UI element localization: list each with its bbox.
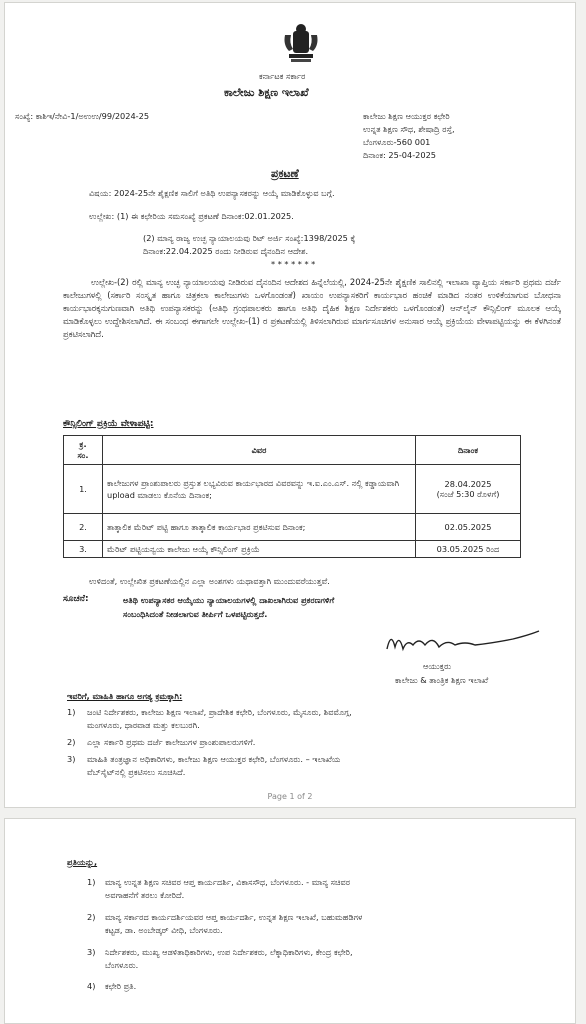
remaining-clause: ಉಳಿದಂತೆ, ಉಲ್ಲೇಖಿತ ಪ್ರಕಟಣೆಯಲ್ಲಿನ ಎಲ್ಲಾ ಅಂಶಗಳು ಯಥಾವತ್ತಾಗಿ ಮುಂದುವರೆಯುತ್ತವೆ.: [89, 576, 330, 586]
notice-title: ಪ್ರಕಟಣೆ: [271, 167, 299, 180]
col-serial-line-1: ಕ್ರ.: [79, 439, 87, 449]
separator-stars: * * * * * * *: [271, 259, 316, 269]
copy-number: 3): [87, 947, 96, 957]
recipient-line: ಮಾಹಿತಿ ತಂತ್ರಜ್ಞಾನ ಅಧಿಕಾರಿಗಳು, ಕಾಲೇಜು ಶಿಕ್ಷಣ ಆಯುಕ್ತರ ಕಛೇರಿ, ಬೆಂಗಳೂರು. – ಇಲಾಖೆಯ: [87, 754, 341, 764]
reference-2-line-1: (2) ಮಾನ್ಯ ರಾಜ್ಯ ಉಚ್ಛ ನ್ಯಾಯಾಲಯವು ರಿಟ್ ಅರ್ಜಿ ಸಂಖ್ಯೆ:1398/2025 ಕ್ಕೆ: [143, 233, 356, 243]
recipient-number: 2): [67, 737, 76, 747]
row-serial: 2.: [64, 514, 103, 541]
copy-line: ಅವಗಾಹನೆಗೆ ತರಲು ಕೋರಿದೆ.: [105, 890, 185, 900]
signature: [383, 627, 543, 655]
reference-1: ಉಲ್ಲೇಖ: (1) ಈ ಕಛೇರಿಯ ಸಮಸಂಖ್ಯೆ ಪ್ರಕಟಣೆ ದಿನಾಂಕ:02.01.2025.: [89, 211, 294, 221]
reference-number: ಸಂಖ್ಯೆ: ಕಾಶಿಇ/ನೇವಿ-1/ಅಉಉ/99/2024-25: [15, 111, 150, 121]
schedule-heading: ಕೌನ್ಸಿಲಿಂಗ್ ಪ್ರಕ್ರಿಯೆ ವೇಳಾಪಟ್ಟಿ:: [63, 419, 154, 429]
table-row: [64, 541, 521, 558]
table-row: [64, 514, 521, 541]
copy-line: ನಿರ್ದೇಶಕರು, ಮುಖ್ಯ ಆಡಳಿತಾಧಿಕಾರಿಗಳು, ಉಪ ನಿರ್ದೇಶಕರು, ಲೆಕ್ಕಾಧಿಕಾರಿಗಳು, ಕೇಂದ್ರ ಕಛೇರಿ,: [105, 947, 353, 957]
row-detail: ಕಾಲೇಜುಗಳ ಪ್ರಾಂಶುಪಾಲರು ಪ್ರಸ್ತುತ ಲಭ್ಯವಿರುವ ಕಾರ್ಯಭಾರದ ವಿವರವನ್ನು ಇ.ಐ.ಎಂ.ಎಸ್. ನಲ್ಲಿ ಕಡ್ಡಾಯವಾಗಿ upload ಮಾಡಲು ಕೊನೆಯ ದಿನಾಂಕ;: [103, 465, 416, 514]
recipient-line: ಮಂಗಳೂರು, ಧಾರವಾಡ ಮತ್ತು ಕಲಬುರಗಿ.: [87, 720, 200, 730]
document-date: ದಿನಾಂಕ: 25-04-2025: [363, 150, 436, 160]
copy-line: ಕಛೇರಿ ಪ್ರತಿ.: [105, 981, 137, 991]
state-emblem-icon: [281, 21, 321, 65]
row-date-note: (ಸಂಜೆ 5:30 ರೊಳಗೆ): [436, 488, 500, 499]
copy-line: ಕಟ್ಟಡ, ಡಾ. ಅಂಬೇಡ್ಕರ್ ವೀಧಿ, ಬೆಂಗಳೂರು.: [105, 925, 223, 935]
row-date: 03.05.2025 ರಿಂದ: [416, 541, 521, 558]
note-label: ಸೂಚನೆ:: [63, 594, 89, 604]
signatory-designation: ಆಯುಕ್ತರು: [423, 661, 452, 671]
document-page-2: [4, 818, 576, 1024]
reference-2-line-2: ದಿನಾಂಕ:22.04.2025 ರಂದು ನೀಡಿರುವ ದೈನಂದಿನ ಆದೇಶ.: [143, 246, 309, 256]
body-paragraph: ಉಲ್ಲೇಖ-(2) ರಲ್ಲಿ ಮಾನ್ಯ ಉಚ್ಛ ನ್ಯಾಯಾಲಯವು ನೀಡಿರುವ ದೈನಂದಿನ ಆದೇಶದ ಹಿನ್ನೆಲೆಯಲ್ಲಿ, 2024-25ನೇ ಶೈಕ್ಷಣಿಕ ಸಾಲಿನಲ್ಲಿ ಇಲಾಖಾ ವ್ಯಾಪ್ತಿಯ ಸರ್ಕಾರಿ ಪ್ರಥಮ ದರ್ಜೆ ಕಾಲೇಜುಗಳಲ್ಲಿ (ಸರ್ಕಾರಿ ಸಂಸ್ಕೃತ ಹಾಗೂ ಚಿತ್ರಕಲಾ ಕಾಲೇಜುಗಳು ಒಳಗೊಂಡಂತೆ) ಖಾಯಂ ಉಪನ್ಯಾಸಕರಿಗೆ ಕಾರ್ಯಭಾರ ಹಂಚಿಕೆ ಮಾಡಿದ ನಂತರ ಉಳಿಕೆಯಾಗುವ ಬೋಧನಾ ಕಾರ್ಯಭಾರಕ್ಕನುಗುಣವಾಗಿ ಅತಿಥಿ ಉಪನ್ಯಾಸಕರನ್ನು (ಅತಿಥಿ ಗ್ರಂಥಪಾಲಕರು ಹಾಗೂ ಅತಿಥಿ ದೈಹಿಕ ಶಿಕ್ಷಣ ನಿರ್ದೇಶಕರು ಒಳಗೊಂಡಂತೆ) ಆನ್‌ಲೈನ್ ಕೌನ್ಸಿಲಿಂಗ್ ಮೂಲಕ ಆಯ್ಕೆ ಮಾಡಿಕೊಳ್ಳಲು ಉದ್ದೇಶಿಸಲಾಗಿದೆ. ಈ ಸಂಬಂಧ ಈಗಾಗಲೇ ಉಲ್ಲೇಖ-(1) ರ ಪ್ರಕಟಣೆಯಲ್ಲಿ ತಿಳಿಸಲಾಗಿರುವ ಮಾರ್ಗಸೂಚಿಗಳ ಅನುಸಾರ ಆಯ್ಕೆ ಪ್ರಕ್ರಿಯೆಯ ವೇಳಾಪಟ್ಟಿಯನ್ನು ಈ ಕೆಳಗಿನಂತೆ ಪ್ರಕಟಿಸಲಾಗಿದೆ.: [63, 277, 561, 339]
col-header-date: ದಿನಾಂಕ: [416, 436, 521, 465]
recipient-line: ವೆಬ್‌ಸೈಟ್‌ನಲ್ಲಿ ಪ್ರಕಟಿಸಲು ಸೂಚಿಸಿದೆ.: [87, 767, 186, 777]
row-detail: ತಾತ್ಕಾಲಿಕ ಮೆರಿಟ್ ಪಟ್ಟಿ ಹಾಗೂ ತಾತ್ಕಾಲಿಕ ಕಾರ್ಯಭಾರ ಪ್ರಕಟಿಸುವ ದಿನಾಂಕ;: [103, 514, 416, 541]
row-serial: 1.: [64, 465, 103, 514]
row-date: 28.04.2025: [444, 478, 492, 489]
table-row: [64, 465, 521, 514]
recipient-line: ಜಂಟಿ ನಿರ್ದೇಶಕರು, ಕಾಲೇಜು ಶಿಕ್ಷಣ ಇಲಾಖೆ, ಪ್ರಾದೇಶಿಕ ಕಛೇರಿ, ಬೆಂಗಳೂರು, ಮೈಸೂರು, ಶಿವಮೊಗ್ಗ,: [87, 707, 352, 717]
schedule-header-row: [64, 436, 521, 465]
state-name: ಕರ್ನಾಟಕ ಸರ್ಕಾರ: [259, 71, 306, 81]
address-line-3: ಬೆಂಗಳೂರು-560 001: [363, 137, 431, 147]
copy-number: 4): [87, 981, 96, 991]
col-header-serial: [64, 436, 103, 465]
copies-heading: ಪ್ರತಿಯನ್ನು,: [67, 857, 98, 867]
row-date: 02.05.2025: [416, 514, 521, 541]
copy-number: 2): [87, 912, 96, 922]
col-serial-line-2: ಸಂ.: [77, 450, 89, 460]
row-detail: ಮೆರಿಟ್ ಪಟ್ಟಿಯನ್ವಯ ಕಾಲೇಜು ಆಯ್ಕೆ ಕೌನ್ಸಿಲಿಂಗ್ ಪ್ರಕ್ರಿಯೆ: [103, 541, 416, 558]
copy-line: ಮಾನ್ಯ ಸರ್ಕಾರದ ಕಾರ್ಯದರ್ಶಿಯವರ ಆಪ್ತ ಕಾರ್ಯದರ್ಶಿ, ಉನ್ನತ ಶಿಕ್ಷಣ ಇಲಾಖೆ, ಬಹುಮಹಡಿಗಳ: [105, 912, 363, 922]
schedule-table: [63, 435, 521, 558]
recipient-line: ಎಲ್ಲಾ ಸರ್ಕಾರಿ ಪ್ರಥಮ ದರ್ಜೆ ಕಾಲೇಜುಗಳ ಪ್ರಾಂಶುಪಾಲರುಗಳಿಗೆ.: [87, 737, 256, 747]
note-line-2: ಸಂಬಂಧಿಸಿದಂತೆ ನೀಡಲಾಗುವ ತೀರ್ಪಿಗೆ ಒಳಪಟ್ಟಿರುತ್ತದೆ.: [123, 609, 268, 619]
address-line-2: ಉನ್ನತ ಶಿಕ್ಷಣ ಸೌಧ, ಶೇಷಾದ್ರಿ ರಸ್ತೆ,: [363, 124, 455, 134]
col-header-detail: ವಿವರ: [103, 436, 416, 465]
signatory-office: ಕಾಲೇಜು & ತಾಂತ್ರಿಕ ಶಿಕ್ಷಣ ಇಲಾಖೆ: [395, 675, 489, 685]
row-serial: 3.: [64, 541, 103, 558]
recipient-number: 1): [67, 707, 76, 717]
address-line-1: ಕಾಲೇಜು ಶಿಕ್ಷಣ ಆಯುಕ್ತರ ಕಛೇರಿ: [363, 111, 450, 121]
recipients-heading: ಇವರಿಗೆ, ಮಾಹಿತಿ ಹಾಗೂ ಅಗತ್ಯ ಕ್ರಮಕ್ಕಾಗಿ:: [67, 691, 183, 701]
recipient-number: 3): [67, 754, 76, 764]
row-date-cell: [416, 465, 521, 514]
department-name: ಕಾಲೇಜು ಶಿಕ್ಷಣ ಇಲಾಖೆ: [224, 86, 309, 99]
subject-line: ವಿಷಯ: 2024-25ನೇ ಶೈಕ್ಷಣಿಕ ಸಾಲಿಗೆ ಅತಿಥಿ ಉಪನ್ಯಾಸಕರನ್ನು ಆಯ್ಕೆ ಮಾಡಿಕೊಳ್ಳುವ ಬಗ್ಗೆ.: [89, 188, 335, 198]
copy-line: ಬೆಂಗಳೂರು.: [105, 960, 139, 970]
document-page-1: [4, 2, 576, 808]
copy-line: ಮಾನ್ಯ ಉನ್ನತ ಶಿಕ್ಷಣ ಸಚಿವರ ಆಪ್ತ ಕಾರ್ಯದರ್ಶಿ, ವಿಕಾಸಸೌಧ, ಬೆಂಗಳೂರು. - ಮಾನ್ಯ ಸಚಿವರ: [105, 877, 351, 887]
copy-number: 1): [87, 877, 96, 887]
note-line-1: ಅತಿಥಿ ಉಪನ್ಯಾಸಕರ ಆಯ್ಕೆಯು ನ್ಯಾಯಾಲಯಗಳಲ್ಲಿ ದಾಖಲಾಗಿರುವ ಪ್ರಕರಣಗಳಿಗೆ: [123, 595, 335, 605]
page-number: Page 1 of 2: [267, 792, 313, 801]
